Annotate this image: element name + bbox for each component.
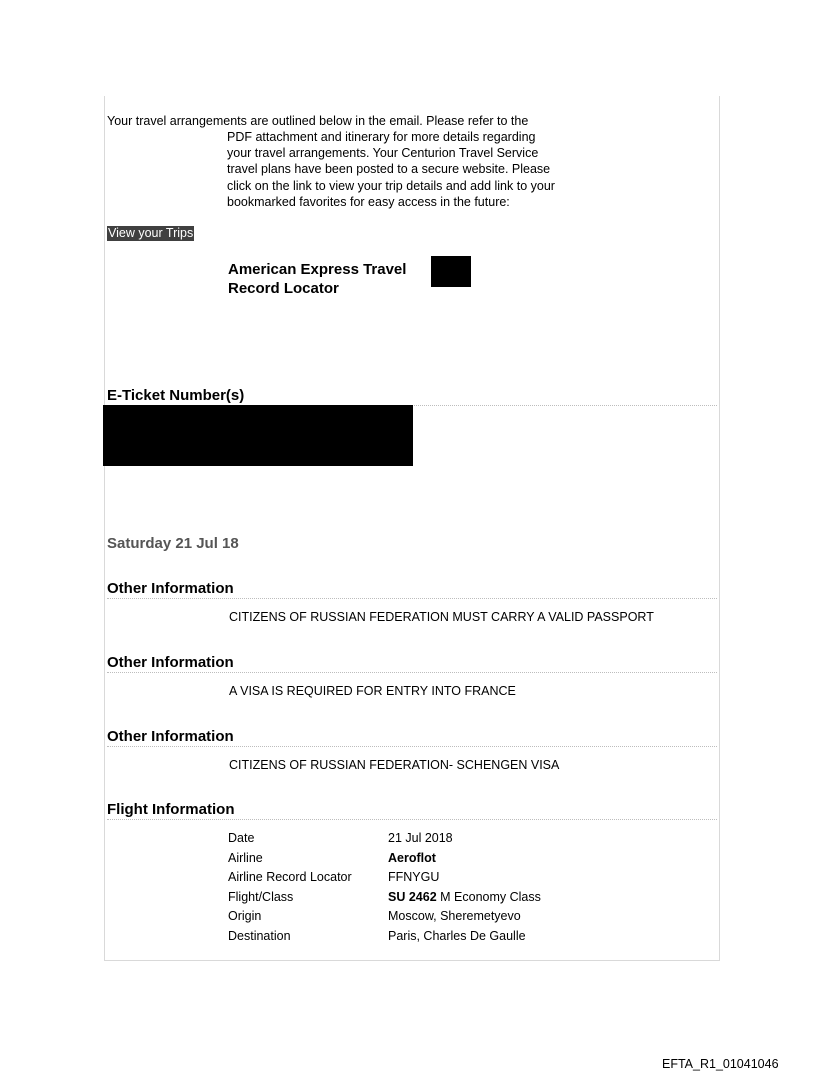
- eticket-heading: E-Ticket Number(s): [107, 387, 717, 406]
- field-value: Paris, Charles De Gaulle: [388, 928, 526, 943]
- field-label: Destination: [228, 928, 291, 943]
- view-trips-link[interactable]: View your Trips: [108, 226, 194, 240]
- flight-row-locator: [228, 868, 541, 888]
- field-value: [388, 888, 541, 908]
- flight-row-airline: [228, 849, 541, 869]
- flight-row-origin: [228, 907, 541, 927]
- redaction-block: [431, 256, 471, 287]
- flight-details-table: [228, 829, 541, 947]
- field-value: 21 Jul 2018: [388, 831, 453, 845]
- field-value: FFNYGU: [388, 870, 440, 885]
- intro-line: PDF attachment and itinerary for more details regarding: [227, 130, 536, 144]
- flight-row-class: [228, 888, 541, 908]
- field-value: [388, 849, 436, 869]
- document-id: EFTA_R1_01041046: [662, 1057, 779, 1071]
- field-label: Flight/Class: [228, 889, 294, 904]
- other-info-heading: Other Information: [107, 580, 717, 599]
- field-label: Airline Record Locator: [228, 870, 352, 885]
- other-info-text: CITIZENS OF RUSSIAN FEDERATION- SCHENGEN VISA: [229, 758, 560, 772]
- airline-name: Aeroflot: [388, 850, 436, 865]
- amex-record-locator-title: [228, 260, 406, 298]
- flight-row-destination: [228, 927, 541, 947]
- other-info-text: A VISA IS REQUIRED FOR ENTRY INTO FRANCE: [229, 684, 516, 698]
- flight-info-heading: Flight Information: [107, 801, 717, 820]
- flight-number: SU 2462: [388, 889, 437, 904]
- other-info-heading: Other Information: [107, 728, 717, 747]
- intro-first-line: Your travel arrangements are outlined below in the email. Please refer to the: [107, 114, 529, 128]
- field-label: Airline: [228, 850, 263, 865]
- field-label: Date: [228, 831, 255, 845]
- field-label: Origin: [228, 909, 262, 924]
- flight-row-date: [228, 829, 541, 849]
- intro-line: travel plans have been posted to a secure website. Please: [227, 162, 551, 177]
- cabin-class: M Economy Class: [440, 889, 541, 904]
- intro-line: bookmarked favorites for easy access in the future:: [227, 194, 510, 209]
- field-value: Moscow, Sheremetyevo: [388, 909, 521, 924]
- trip-date-heading: Saturday 21 Jul 18: [107, 535, 239, 552]
- amex-line-2: Record Locator: [228, 280, 339, 297]
- intro-line: your travel arrangements. Your Centurion Travel Service: [227, 146, 539, 161]
- intro-paragraph: [227, 129, 607, 210]
- intro-line: click on the link to view your trip details and add link to your: [227, 178, 555, 193]
- other-info-heading: Other Information: [107, 654, 717, 673]
- other-info-text: CITIZENS OF RUSSIAN FEDERATION MUST CARRY A VALID PASSPORT: [229, 610, 654, 624]
- amex-line-1: American Express Travel: [228, 261, 407, 278]
- redaction-block: [103, 405, 413, 466]
